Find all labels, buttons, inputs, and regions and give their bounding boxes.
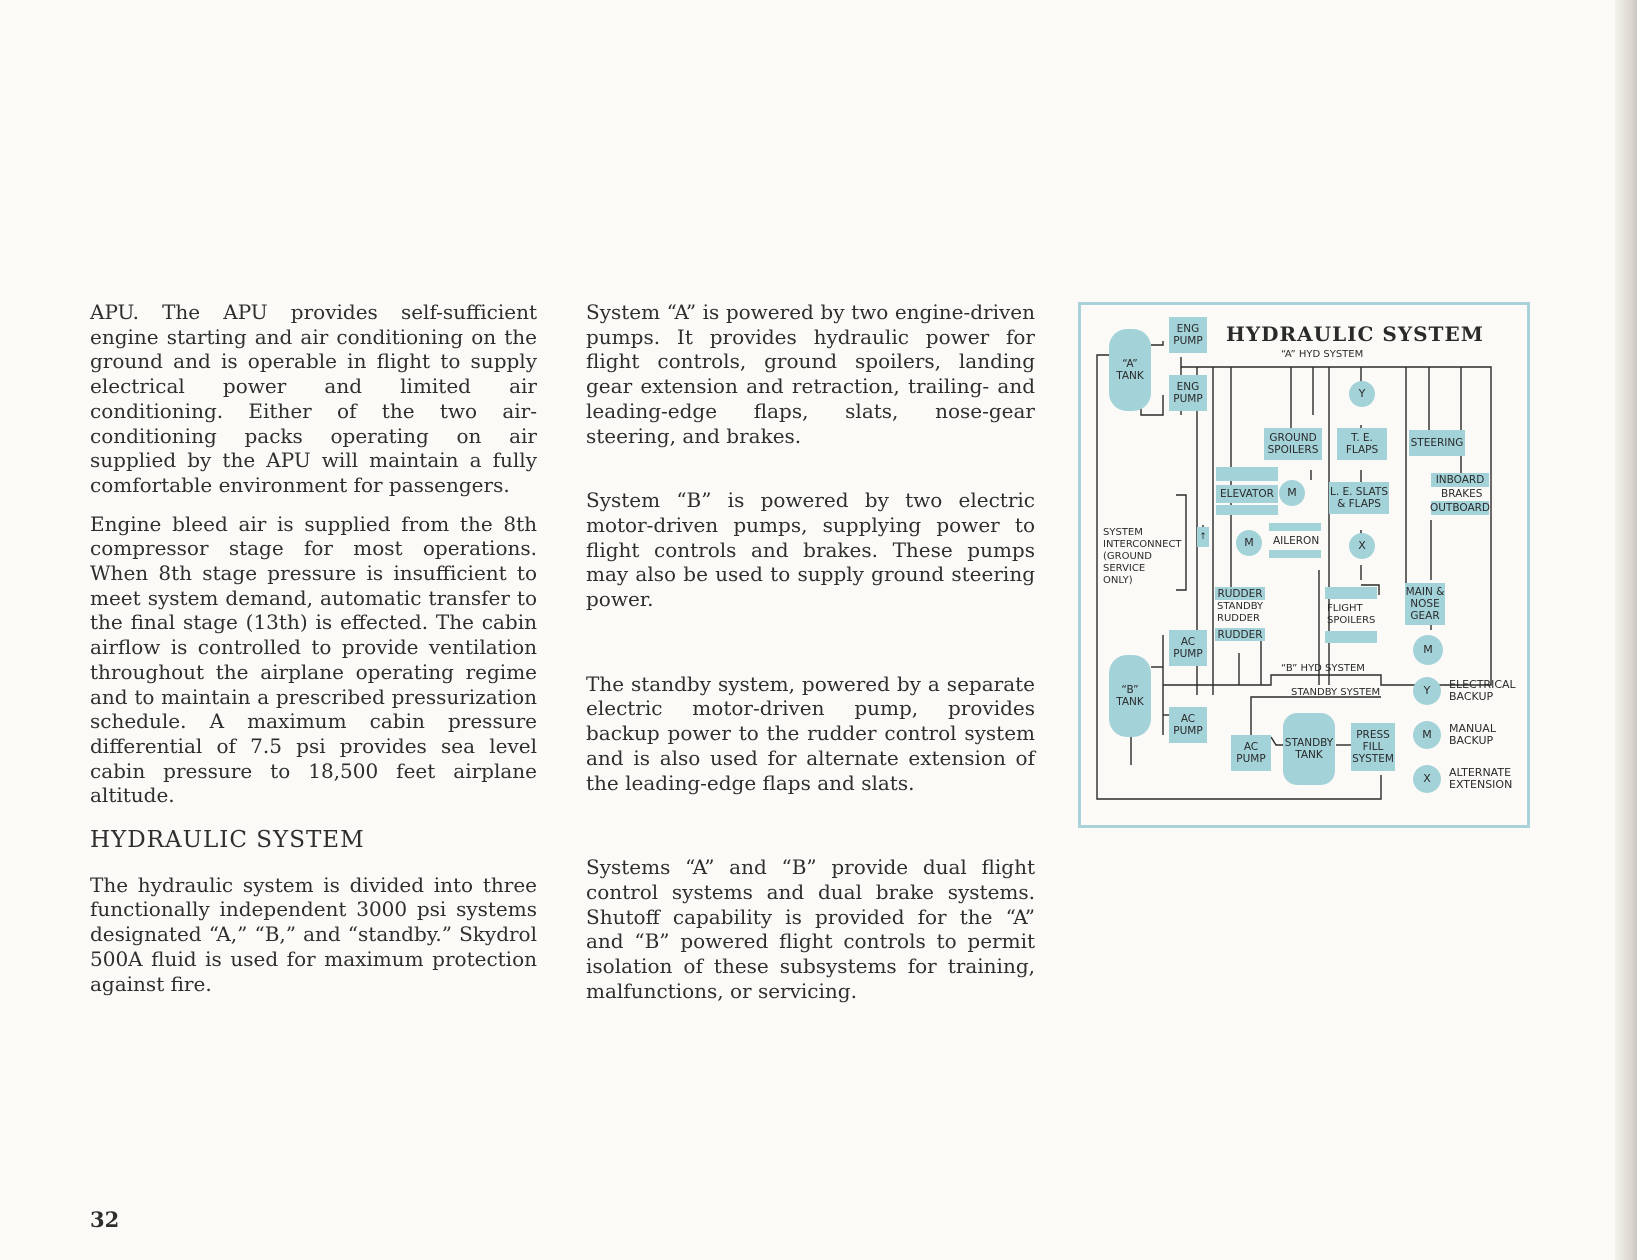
system-b-paragraph: System “B” is powered by two electric motor-driven pumps, supplying power to flight controls and brakes. These pumps may also be used to supply ground steering power. xyxy=(586,488,1035,612)
page-number: 32 xyxy=(90,1207,120,1232)
diagram-title: HYDRAULIC SYSTEM xyxy=(1226,322,1484,346)
aileron-bar-top xyxy=(1269,523,1321,531)
aileron-manual-symbol: M xyxy=(1236,530,1262,556)
legend-manual-backup: MANUAL BACKUP xyxy=(1449,722,1496,747)
elevator: ELEVATOR xyxy=(1216,485,1278,503)
standby-paragraph: The standby system, powered by a separate electric motor-driven pump, provides backup power to the rudder control system and is also used for alternate extension of the leading-edge flaps and slats. xyxy=(586,671,1035,795)
flight-spoilers-label: FLIGHT SPOILERS xyxy=(1327,603,1376,626)
gear-manual-symbol: M xyxy=(1413,635,1443,665)
page-edge xyxy=(1615,0,1637,1260)
steering: STEERING xyxy=(1409,430,1465,456)
te-flaps: T. E. FLAPS xyxy=(1337,428,1387,460)
dual-systems-paragraph: Systems “A” and “B” provide dual flight control systems and dual brake systems. Shutoff capability is provided for the “A” and “B” powered flight controls to permit isolation of these subsystems for training, malfunctions, or servicing. xyxy=(586,855,1035,1003)
legend-alternate-extension: ALTERNATE EXTENSION xyxy=(1449,766,1513,791)
b-tank: “B” TANK xyxy=(1109,655,1151,737)
ground-spoilers: GROUND SPOILERS xyxy=(1264,428,1322,460)
section-heading: HYDRAULIC SYSTEM xyxy=(90,827,365,854)
rudder: RUDDER xyxy=(1215,587,1265,600)
standby-tank: STANDBY TANK xyxy=(1283,713,1335,785)
ac-pump-1: AC PUMP xyxy=(1169,630,1207,666)
a-tank: “A” TANK xyxy=(1109,329,1151,411)
flight-spoilers-bar-top xyxy=(1325,587,1377,599)
legend-y-icon: Y xyxy=(1413,677,1441,705)
y-electrical-backup-symbol: Y xyxy=(1349,381,1375,407)
main-nose-gear: MAIN & NOSE GEAR xyxy=(1405,583,1445,625)
legend-m-icon: M xyxy=(1413,721,1441,749)
standby-system-label: STANDBY SYSTEM xyxy=(1291,687,1381,698)
press-fill-system: PRESS FILL SYSTEM xyxy=(1351,723,1395,771)
legend-electrical-backup: ELECTRICAL BACKUP xyxy=(1449,678,1516,703)
a-hyd-system-label: “A” HYD SYSTEM xyxy=(1281,349,1364,360)
ac-pump-2: AC PUMP xyxy=(1169,707,1207,743)
apu-paragraph: APU. The APU provides self-sufficient engine starting and air conditioning on the ground and is operable in flight to supply electrical power and limited air conditioning. Either of the two air-conditioning packs operating on air supplied by the APU will maintain a fully comfortable environment for passengers. xyxy=(90,300,537,497)
left-text-column xyxy=(90,300,537,1010)
brakes-label: BRAKES xyxy=(1441,488,1483,500)
elevator-manual-symbol: M xyxy=(1279,480,1305,506)
flight-spoilers-bar-bottom xyxy=(1325,631,1377,643)
standby-rudder-label: STANDBY RUDDER xyxy=(1217,601,1264,624)
system-a-paragraph: System “A” is powered by two engine-driven pumps. It provides hydraulic power for flight controls, ground spoilers, landing gear extension and retraction, trailing- and leading-edge flaps, slats, nose-gear steering, and brakes. xyxy=(586,300,1035,448)
legend-x-icon: X xyxy=(1413,765,1441,793)
elevator-bar-bottom xyxy=(1216,505,1278,515)
hydraulic-diagram xyxy=(1078,302,1530,828)
elevator-bar-top xyxy=(1216,467,1278,481)
aileron-label: AILERON xyxy=(1273,535,1320,547)
inboard: INBOARD xyxy=(1431,473,1489,487)
eng-pump-2: ENG PUMP xyxy=(1169,375,1207,411)
system-interconnect-label: SYSTEM INTERCONNECT (GROUND SERVICE ONLY) xyxy=(1103,527,1182,586)
outboard: OUTBOARD xyxy=(1429,502,1491,514)
rudder-2: RUDDER xyxy=(1215,628,1265,641)
ac-pump-3: AC PUMP xyxy=(1231,735,1271,771)
middle-text-column xyxy=(586,300,1035,1017)
bleed-air-paragraph: Engine bleed air is supplied from the 8th compressor stage for most operations. When 8th stage pressure is insufficient to meet system demand, automatic transfer to the final stage (13th) is effected. The cabin airflow is controlled to provide ventilation throughout the airplane operating regime and to maintain a prescribed pressurization schedule. A maximum cabin pressure differential of 7.5 psi provides sea level cabin pressure to 18,500 feet airplane altitude. xyxy=(90,511,537,808)
le-slats-flaps: L. E. SLATS & FLAPS xyxy=(1329,482,1389,514)
hydraulic-intro-paragraph: The hydraulic system is divided into three functionally independent 3000 psi systems designated “A,” “B,” and “standby.” Skydrol 500A fluid is used for maximum protection against fire. xyxy=(90,872,537,996)
interconnect-valve: ↑ xyxy=(1197,527,1209,547)
eng-pump-1: ENG PUMP xyxy=(1169,317,1207,353)
aileron-bar-bottom xyxy=(1269,550,1321,558)
b-hyd-system-label: “B” HYD SYSTEM xyxy=(1281,663,1365,674)
le-alternate-extension-symbol: X xyxy=(1349,533,1375,559)
